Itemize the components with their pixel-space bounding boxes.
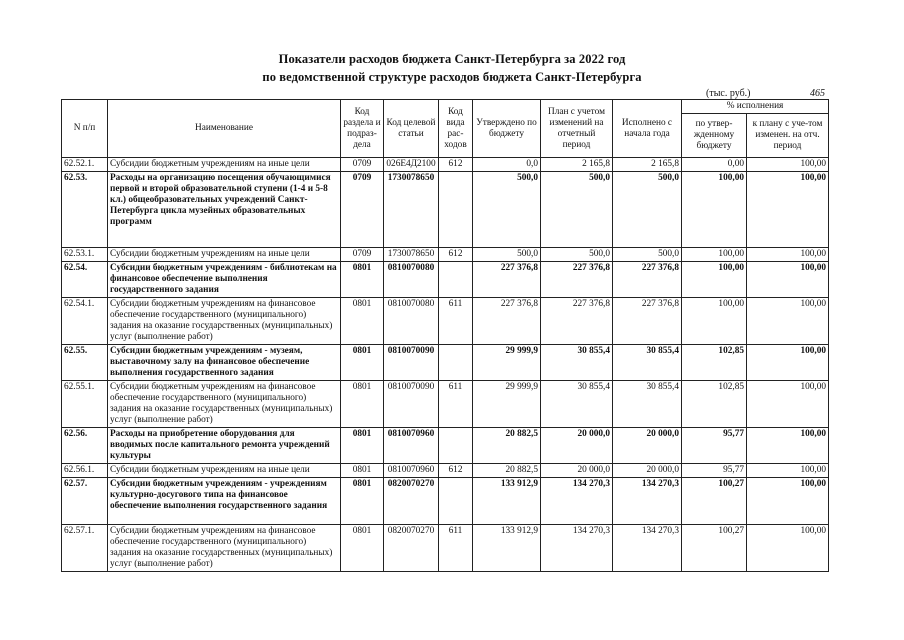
row-section-code: 0709 [341, 172, 384, 248]
row-name: Субсидии бюджетным учреждениям на финансовое обеспечение государственного (муниципального) задания на оказание государственных (муниципальных) услуг (выполнение работ) [108, 381, 341, 428]
row-target-code: 0810070080 [384, 262, 439, 298]
row-section-code: 0801 [341, 428, 384, 464]
row-type-code [439, 262, 473, 298]
row-target-code: 1730078650 [384, 172, 439, 248]
row-approved: 29 999,9 [473, 381, 541, 428]
col-header-num: N п/п [62, 100, 108, 158]
row-section-code: 0801 [341, 478, 384, 525]
row-approved: 20 882,5 [473, 464, 541, 478]
units-label: (тыс. руб.) [706, 88, 751, 99]
row-pct-approved: 100,00 [682, 248, 747, 262]
row-approved: 0,0 [473, 158, 541, 172]
row-name: Субсидии бюджетным учреждениям на финансовое обеспечение государственного (муниципального) задания на оказание государственных (муниципальных) услуг (выполнение работ) [108, 298, 341, 345]
col-header-type-code: Код вида рас-ходов [439, 100, 473, 158]
row-type-code: 611 [439, 525, 473, 572]
row-section-code: 0709 [341, 248, 384, 262]
row-plan: 227 376,8 [541, 262, 613, 298]
row-approved: 227 376,8 [473, 298, 541, 345]
row-executed: 227 376,8 [613, 262, 682, 298]
row-name: Субсидии бюджетным учреждениям - библиотекам на финансовое обеспечение выполнения государственного задания [108, 262, 341, 298]
row-number: 62.54.1. [62, 298, 108, 345]
col-header-target-code: Код целевой статьи [384, 100, 439, 158]
col-header-name: Наименование [108, 100, 341, 158]
row-approved: 20 882,5 [473, 428, 541, 464]
table-row [62, 172, 829, 248]
row-plan: 30 855,4 [541, 345, 613, 381]
row-pct-plan: 100,00 [747, 345, 829, 381]
row-target-code: 0820070270 [384, 525, 439, 572]
table-row [62, 525, 829, 572]
row-pct-approved: 100,00 [682, 298, 747, 345]
row-executed: 500,0 [613, 172, 682, 248]
col-header-pct-group: % исполнения [682, 100, 829, 114]
row-plan: 2 165,8 [541, 158, 613, 172]
row-target-code: 0810070960 [384, 464, 439, 478]
table-row [62, 381, 829, 428]
row-name: Субсидии бюджетным учреждениям на иные цели [108, 464, 341, 478]
row-target-code: 1730078650 [384, 248, 439, 262]
row-pct-approved: 102,85 [682, 381, 747, 428]
row-approved: 227 376,8 [473, 262, 541, 298]
row-name: Субсидии бюджетным учреждениям на финансовое обеспечение государственного (муниципального) задания на оказание государственных (муниципальных) услуг (выполнение работ) [108, 525, 341, 572]
row-plan: 134 270,3 [541, 478, 613, 525]
row-section-code: 0801 [341, 464, 384, 478]
row-type-code [439, 478, 473, 525]
col-header-section-code: Код раздела и подраз-дела [341, 100, 384, 158]
row-executed: 500,0 [613, 248, 682, 262]
row-type-code: 611 [439, 298, 473, 345]
row-pct-plan: 100,00 [747, 478, 829, 525]
row-pct-approved: 95,77 [682, 464, 747, 478]
row-type-code: 612 [439, 248, 473, 262]
row-plan: 227 376,8 [541, 298, 613, 345]
table-row [62, 158, 829, 172]
report-title: Показатели расходов бюджета Санкт-Петербурга за 2022 год [278, 52, 626, 66]
row-pct-approved: 100,00 [682, 172, 747, 248]
row-pct-plan: 100,00 [747, 262, 829, 298]
row-target-code: 0810070090 [384, 345, 439, 381]
row-pct-plan: 100,00 [747, 172, 829, 248]
table-row [62, 428, 829, 464]
row-type-code [439, 345, 473, 381]
row-approved: 500,0 [473, 248, 541, 262]
row-executed: 2 165,8 [613, 158, 682, 172]
row-approved: 133 912,9 [473, 478, 541, 525]
row-type-code: 611 [439, 381, 473, 428]
row-number: 62.57. [62, 478, 108, 525]
row-section-code: 0801 [341, 381, 384, 428]
table-body [62, 158, 829, 572]
row-pct-approved: 102,85 [682, 345, 747, 381]
row-pct-plan: 100,00 [747, 248, 829, 262]
row-name: Субсидии бюджетным учреждениям на иные цели [108, 248, 341, 262]
row-number: 62.53.1. [62, 248, 108, 262]
row-pct-approved: 0,00 [682, 158, 747, 172]
row-number: 62.57.1. [62, 525, 108, 572]
row-name: Расходы на организацию посещения обучающимися первой и второй образовательной ступени (1-4 и 5-8 кл.) общеобразовательных учреждений Санкт-Петербурга цикла музейных образовательных программ [108, 172, 341, 248]
table-row [62, 464, 829, 478]
col-header-approved: Утверждено по бюджету [473, 100, 541, 158]
row-approved: 500,0 [473, 172, 541, 248]
row-number: 62.55.1. [62, 381, 108, 428]
row-plan: 500,0 [541, 172, 613, 248]
row-number: 62.54. [62, 262, 108, 298]
row-plan: 500,0 [541, 248, 613, 262]
row-section-code: 0801 [341, 298, 384, 345]
table-row [62, 298, 829, 345]
table-row [62, 262, 829, 298]
row-type-code [439, 428, 473, 464]
row-plan: 134 270,3 [541, 525, 613, 572]
row-executed: 134 270,3 [613, 478, 682, 525]
row-executed: 30 855,4 [613, 381, 682, 428]
row-executed: 134 270,3 [613, 525, 682, 572]
row-pct-plan: 100,00 [747, 381, 829, 428]
row-target-code: 0820070270 [384, 478, 439, 525]
row-pct-plan: 100,00 [747, 428, 829, 464]
row-plan: 30 855,4 [541, 381, 613, 428]
col-header-plan: План с учетом изменений на отчетный период [541, 100, 613, 158]
row-executed: 227 376,8 [613, 298, 682, 345]
table-row [62, 478, 829, 525]
row-section-code: 0801 [341, 345, 384, 381]
row-number: 62.55. [62, 345, 108, 381]
col-header-pct-plan: к плану с уче-том изменен. на отч. период [747, 114, 829, 158]
row-type-code [439, 172, 473, 248]
report-subtitle: по ведомственной структуре расходов бюджета Санкт-Петербурга [262, 70, 642, 84]
row-name: Субсидии бюджетным учреждениям - учреждениям культурно-досугового типа на финансовое обеспечение выполнения государственного задания [108, 478, 341, 525]
row-number: 62.52.1. [62, 158, 108, 172]
row-pct-approved: 100,27 [682, 478, 747, 525]
row-type-code: 612 [439, 158, 473, 172]
row-section-code: 0801 [341, 262, 384, 298]
row-section-code: 0709 [341, 158, 384, 172]
row-approved: 133 912,9 [473, 525, 541, 572]
row-type-code: 612 [439, 464, 473, 478]
row-section-code: 0801 [341, 525, 384, 572]
row-number: 62.53. [62, 172, 108, 248]
row-executed: 30 855,4 [613, 345, 682, 381]
row-pct-plan: 100,00 [747, 464, 829, 478]
budget-table [61, 99, 829, 572]
row-target-code: 0810070080 [384, 298, 439, 345]
row-pct-approved: 95,77 [682, 428, 747, 464]
row-pct-plan: 100,00 [747, 525, 829, 572]
row-executed: 20 000,0 [613, 464, 682, 478]
page-number: 465 [810, 88, 825, 99]
row-approved: 29 999,9 [473, 345, 541, 381]
row-target-code: 026Е4Д2100 [384, 158, 439, 172]
row-executed: 20 000,0 [613, 428, 682, 464]
col-header-pct-approved: по утвер-жденному бюджету [682, 114, 747, 158]
row-pct-plan: 100,00 [747, 158, 829, 172]
row-name: Субсидии бюджетным учреждениям на иные цели [108, 158, 341, 172]
row-number: 62.56. [62, 428, 108, 464]
row-pct-plan: 100,00 [747, 298, 829, 345]
row-pct-approved: 100,27 [682, 525, 747, 572]
row-plan: 20 000,0 [541, 464, 613, 478]
row-number: 62.56.1. [62, 464, 108, 478]
row-name: Субсидии бюджетным учреждениям - музеям, выставочному залу на финансовое обеспечение выполнения государственного задания [108, 345, 341, 381]
table-row [62, 248, 829, 262]
row-name: Расходы на приобретение оборудования для вводимых после капитального ремонта учреждений культуры [108, 428, 341, 464]
row-plan: 20 000,0 [541, 428, 613, 464]
row-target-code: 0810070090 [384, 381, 439, 428]
row-target-code: 0810070960 [384, 428, 439, 464]
row-pct-approved: 100,00 [682, 262, 747, 298]
col-header-executed: Исполнено с начала года [613, 100, 682, 158]
table-row [62, 345, 829, 381]
